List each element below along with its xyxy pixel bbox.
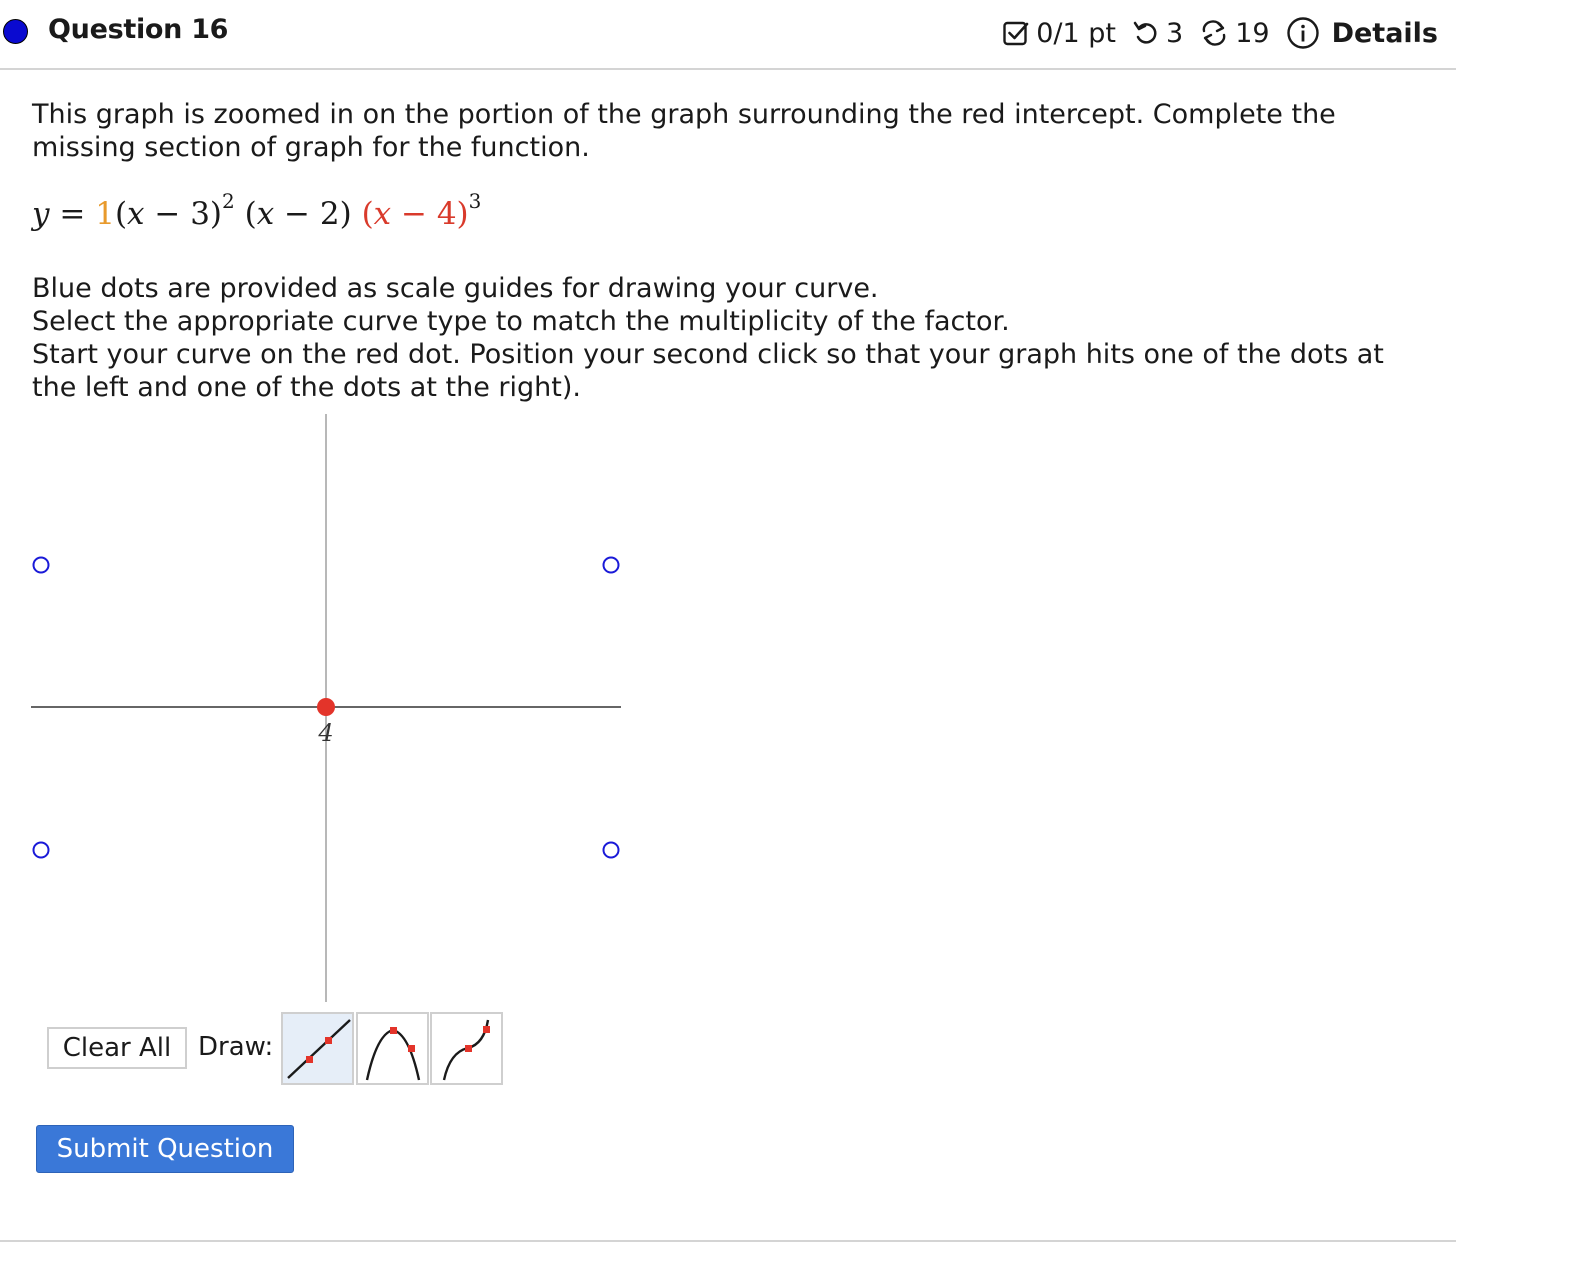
retry-icon (1199, 19, 1229, 47)
points-value: 0/1 pt (1036, 17, 1117, 49)
eq-f3-open: ( (361, 196, 374, 232)
retries-value: 19 (1235, 17, 1270, 49)
eq-equals: = (49, 196, 96, 232)
question-prompt: This graph is zoomed in on the portion of the graph surrounding the red intercept. Complete the missing section of graph for the function. (32, 99, 1336, 163)
eq-coefficient: 1 (95, 196, 115, 232)
eq-f3-x: x (373, 196, 392, 232)
eq-f2-x: x (256, 196, 275, 232)
eq-f1-x: x (127, 196, 145, 232)
function-equation (32, 189, 482, 232)
guide-dot-lower-left (34, 843, 49, 858)
clear-all-button[interactable]: Clear All (47, 1027, 187, 1069)
graph-canvas[interactable] (0, 410, 640, 1010)
eq-f1-rest: − 3) (144, 196, 223, 232)
eq-f1-open: ( (114, 196, 128, 232)
checkbox-icon (1002, 19, 1030, 47)
instructions (32, 272, 1432, 404)
footer-divider (0, 1240, 1456, 1242)
attempts-group (1132, 18, 1183, 49)
details-label: Details (1331, 17, 1438, 49)
cubic-tool-button[interactable] (430, 1012, 503, 1085)
eq-y: y (32, 196, 50, 232)
question-header (0, 0, 1456, 70)
retries-group (1199, 18, 1269, 49)
eq-f2-open: ( (234, 196, 257, 232)
eq-f2-rest: − 2) (274, 196, 362, 232)
attempts-value: 3 (1166, 17, 1184, 49)
eq-f3-rest: − 4) (391, 196, 469, 232)
eq-f1-exponent: 2 (222, 189, 235, 213)
question-meta (986, 16, 1438, 50)
parabola-tool-icon (358, 1014, 427, 1083)
guide-dot-upper-right (604, 558, 619, 573)
guide-dot-lower-right (604, 843, 619, 858)
instruction-line-3: Start your curve on the red dot. Position your second click so that your graph hits one of the dots at the left and one of the dots at the right). (32, 339, 1384, 403)
points-group (1002, 18, 1116, 49)
line-tool-button[interactable] (281, 1012, 354, 1085)
cubic-tool-icon (432, 1014, 501, 1083)
draw-label: Draw: (198, 1032, 274, 1062)
eq-highlight-factor (362, 196, 469, 232)
line-tool-icon (283, 1014, 352, 1083)
instruction-line-1: Blue dots are provided as scale guides for drawing your curve. (32, 273, 879, 304)
question-title: Question 16 (48, 14, 229, 45)
parabola-tool-button[interactable] (356, 1012, 429, 1085)
details-button[interactable] (1286, 16, 1438, 50)
question-status-dot (3, 19, 28, 44)
guide-dot-upper-left (34, 558, 49, 573)
eq-f3-exponent: 3 (468, 189, 482, 213)
info-icon (1286, 16, 1320, 50)
instruction-line-2: Select the appropriate curve type to match the multiplicity of the factor. (32, 306, 1010, 337)
undo-icon (1132, 19, 1160, 47)
intercept-dot (317, 698, 335, 716)
intercept-label: 4 (318, 719, 334, 747)
submit-question-button[interactable]: Submit Question (36, 1125, 294, 1173)
